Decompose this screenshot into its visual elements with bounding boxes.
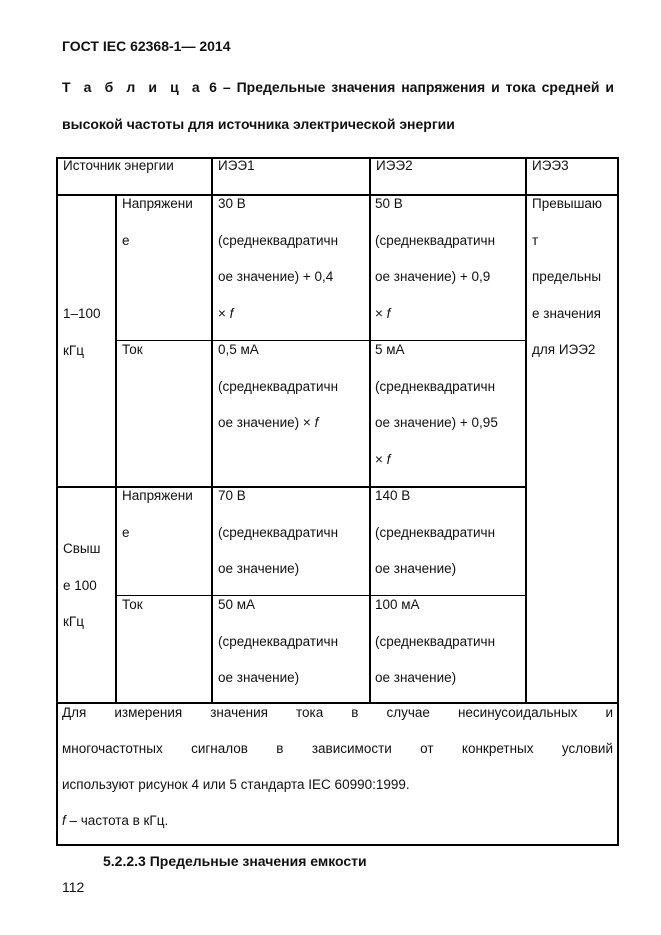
- table-caption-title: 6 – Предельные значения напряжения и тока средней и: [209, 79, 614, 95]
- table-border-right: [617, 157, 619, 846]
- page-number: 112: [62, 879, 85, 895]
- col-rule-iee3: [525, 157, 527, 704]
- table-caption-line-1: [62, 79, 614, 95]
- row1-current-label: Ток: [122, 342, 143, 357]
- limits-table: [56, 157, 619, 846]
- note-line-2: многочастотных сигналов в зависимости от конкретных условий: [62, 741, 613, 756]
- document-header: ГОСТ IEC 62368-1— 2014: [62, 38, 231, 54]
- iee3-limits: Превышаю т предельны е значения для ИЭЭ2: [532, 196, 603, 357]
- table-caption-line-2: высокой частоты для источника электрической энергии: [62, 116, 455, 132]
- row1-voltage-iee1: 30 В (среднеквадратичн ое значение) + 0,4 × f: [218, 196, 339, 321]
- row2-current-label: Ток: [122, 597, 143, 612]
- row2-voltage-iee1: 70 В (среднеквадратичн ое значение): [218, 488, 339, 576]
- row1-range: 1–100 кГц: [63, 306, 101, 358]
- section-subheading: 5.2.2.3 Предельные значения емкости: [103, 853, 367, 869]
- header-iee2: ИЭЭ2: [376, 158, 413, 173]
- row1-current-iee2: 5 мА (среднеквадратичн ое значение) + 0,95 × f: [375, 342, 498, 467]
- note-line-1: Для измерения значения тока в случае несинусоидальных и: [62, 705, 613, 720]
- col-rule-iee2: [369, 157, 371, 704]
- row2-voltage-iee2: 140 В (среднеквадратичн ое значение): [375, 488, 496, 576]
- col-rule-iee1: [211, 157, 213, 704]
- table-caption-prefix: Т а б л и ц а: [62, 79, 204, 95]
- note-frequency-definition: f – частота в кГц.: [62, 813, 169, 828]
- table-border-left: [56, 157, 58, 846]
- row2-current-iee1: 50 мА (среднеквадратичн ое значение): [218, 597, 339, 685]
- row2-voltage-label: Напряжени е: [122, 488, 193, 540]
- header-iee1: ИЭЭ1: [218, 158, 255, 173]
- row1-voltage-iee2: 50 В (среднеквадратичн ое значение) + 0,9 × f: [375, 196, 496, 321]
- row1-current-iee1: 0,5 мА (среднеквадратичн ое значение) × f: [218, 342, 339, 430]
- row2-range: Свыш е 100 кГц: [63, 541, 101, 629]
- row1-voltage-label: Напряжени е: [122, 196, 193, 248]
- note-line-3: используют рисунок 4 или 5 стандарта IEC 60990:1999.: [62, 777, 410, 792]
- header-source: Источник энергии: [63, 158, 174, 173]
- table-border-bottom: [56, 844, 619, 846]
- header-iee3: ИЭЭ3: [532, 158, 569, 173]
- row2-current-iee2: 100 мА (среднеквадратичн ое значение): [375, 597, 496, 685]
- col-rule-source: [115, 194, 117, 704]
